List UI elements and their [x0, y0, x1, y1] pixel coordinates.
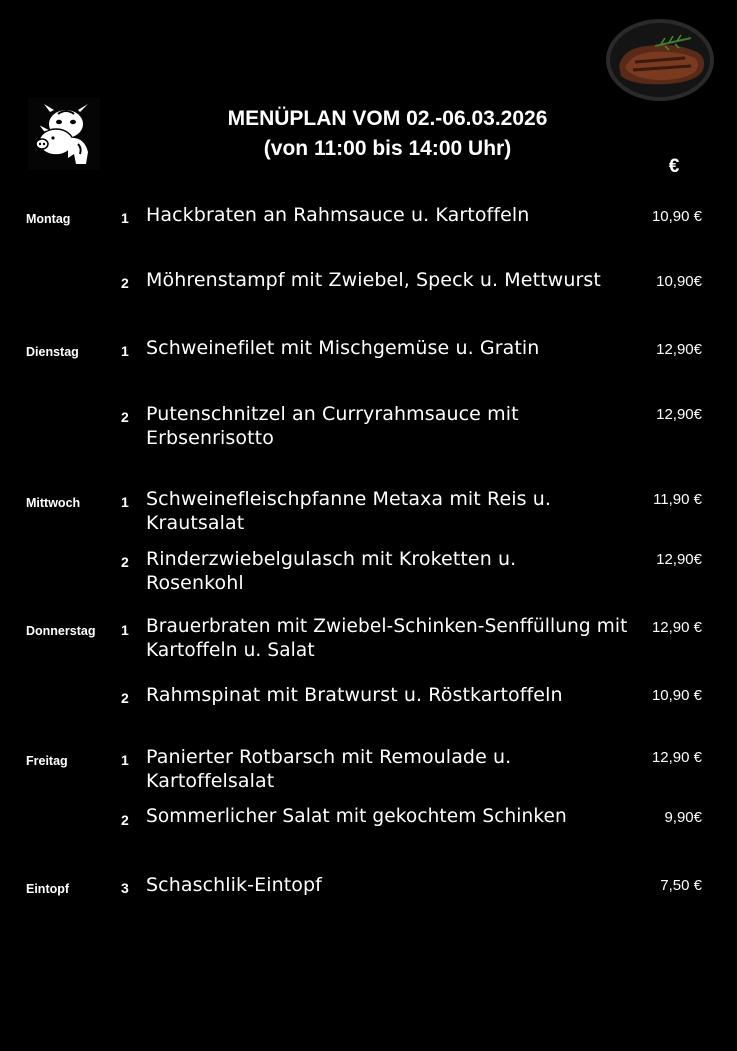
menu-title: MENÜPLAN VOM 02.-06.03.2026: [227, 107, 548, 130]
menu-dish: Sommerlicher Salat mit gekochtem Schinken: [146, 806, 567, 827]
menu-price: 12,90€: [656, 341, 702, 358]
menu-dish: Rahmspinat mit Bratwurst u. Röstkartoffeln: [146, 684, 563, 706]
menu-item: [0, 743, 737, 803]
menu-day: Mittwoch: [26, 496, 81, 510]
menu-number: 2: [121, 812, 129, 828]
menu-price: 10,90€: [656, 273, 702, 290]
menu-item: [0, 200, 737, 260]
menu-number: 3: [121, 880, 129, 896]
menu-number: 1: [121, 343, 129, 359]
menu-item: [0, 545, 737, 605]
menu-price: 12,90 €: [651, 619, 702, 636]
menu-number: 2: [121, 554, 129, 570]
menu-item: [0, 613, 737, 673]
menu-subtitle: (von 11:00 bis 14:00 Uhr): [263, 137, 512, 160]
cow-pig-logo: [28, 98, 100, 170]
menu-number: 2: [121, 275, 129, 291]
menu-dish: Brauerbraten mit Zwiebel-Schinken-Senffüllung mit Kartoffeln u. Salat: [146, 616, 628, 661]
menu-day: Donnerstag: [26, 624, 96, 638]
menu-day: Montag: [26, 212, 71, 226]
menu-item: [0, 681, 737, 741]
menu-number: 1: [121, 210, 129, 226]
menu-price: 10,90 €: [651, 687, 702, 704]
menu-dish: Schaschlik-Eintopf: [146, 874, 322, 896]
menu-day: Dienstag: [26, 345, 79, 359]
menu-price: 10,90 €: [651, 208, 702, 225]
menu-item: [0, 400, 737, 460]
menu-number: 1: [121, 622, 129, 638]
menu-price: 12,90€: [656, 551, 702, 568]
steak-image: [605, 18, 715, 102]
price-column-header: €: [668, 156, 680, 177]
menu-price: 11,90 €: [653, 491, 702, 508]
menu-item: [0, 334, 737, 394]
menu-dish: Möhrenstampf mit Zwiebel, Speck u. Mettwurst: [146, 269, 601, 291]
menu-price: 7,50 €: [660, 877, 702, 894]
menu-dish: Schweinefleischpfanne Metaxa mit Reis u. Krautsalat: [146, 488, 552, 534]
menu-item: [0, 485, 737, 545]
menu-number: 2: [121, 690, 129, 706]
menu-dish: Putenschnitzel an Curryrahmsauce mit Erbsenrisotto: [146, 403, 519, 449]
menu-item: [0, 803, 737, 863]
menu-day: Eintopf: [26, 882, 70, 896]
menu-price: 12,90 €: [651, 749, 702, 766]
menu-price: 12,90€: [656, 406, 702, 423]
menu-number: 1: [121, 494, 129, 510]
menu-item: [0, 265, 737, 325]
menu-day: Freitag: [26, 754, 68, 768]
menu-dish: Hackbraten an Rahmsauce u. Kartoffeln: [146, 204, 530, 226]
menu-dish: Rinderzwiebelgulasch mit Kroketten u. Rosenkohl: [146, 548, 517, 594]
menu-item: [0, 871, 737, 931]
menu-number: 1: [121, 752, 129, 768]
menu-price: 9,90€: [664, 809, 702, 826]
menu-dish: Schweinefilet mit Mischgemüse u. Gratin: [146, 337, 540, 359]
menu-dish: Panierter Rotbarsch mit Remoulade u. Kartoffelsalat: [146, 746, 512, 792]
menu-number: 2: [121, 409, 129, 425]
